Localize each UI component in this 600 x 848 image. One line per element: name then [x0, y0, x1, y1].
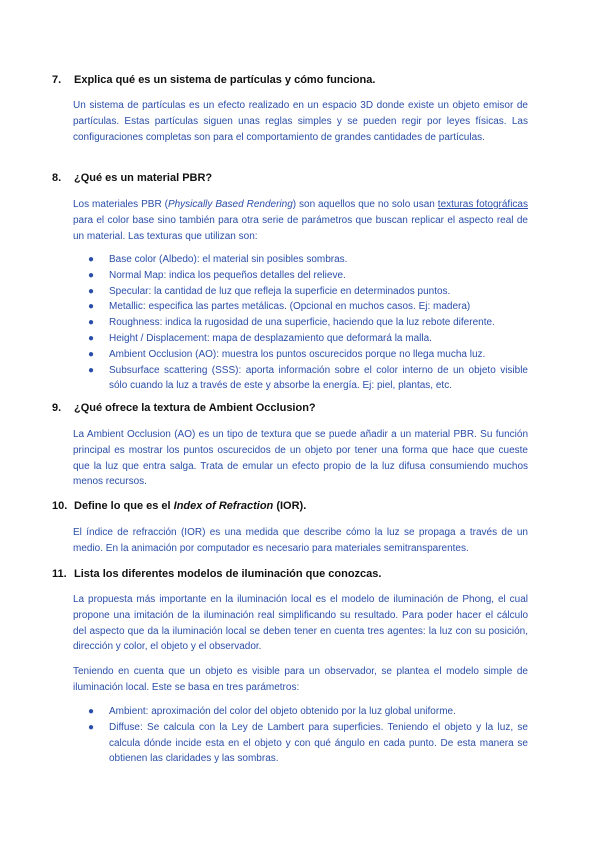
answer-9: La Ambient Occlusion (AO) es un tipo de textura que se puede añadir a un material PBR. Su función principal es mostrar los puntos oscurecidos de un objeto por tener una forma que hace que cueste que la luz que entra salga. Trata de emular un efecto propio de la luz difusa consumiendo muchos menos recursos.	[73, 429, 528, 488]
answer-10: El índice de refracción (IOR) es una medida que describe cómo la luz se propaga a través de un medio. En la animación por computador es necesario para materiales semitransparentes.	[73, 527, 528, 554]
question-9-heading	[52, 401, 532, 416]
question-title: ¿Qué ofrece la textura de Ambient Occlusion?	[74, 402, 316, 414]
question-title: Lista los diferentes modelos de iluminación que conozcas.	[74, 568, 382, 580]
list-item: ● Subsurface scattering (SSS): aporta información sobre el color interno de un objeto visible sólo cuando la luz a través de este y absorbe la energía. Ej: piel, plantas, etc.	[88, 364, 528, 392]
answer-8-text-mid: ) son aquellos que no solo usan	[292, 199, 438, 210]
question-7-heading	[52, 73, 532, 88]
list-item: ● Metallic: especifica las partes metálicas. (Opcional en muchos casos. Ej: madera)	[73, 299, 528, 315]
answer-11-paragraph-2: Teniendo en cuenta que un objeto es visible para un observador, se plantea el modelo simple de iluminación local. Este se basa en tres parámetros:	[73, 666, 528, 693]
bullet-icon: ●	[88, 364, 95, 376]
list-item: ● Ambient: aproximación del color del objeto obtenido por la luz global uniforme.	[73, 704, 528, 720]
question-number: 9.	[52, 402, 62, 414]
question-title: ¿Qué es un material PBR?	[74, 172, 213, 184]
pbr-texture-list	[73, 252, 528, 394]
question-number: 7.	[52, 74, 62, 86]
bullet-icon: ●	[88, 254, 95, 265]
bullet-icon: ●	[88, 348, 95, 360]
lighting-parameters-list	[73, 704, 528, 767]
question-8-heading	[52, 171, 532, 186]
bullet-icon: ●	[88, 317, 95, 329]
question-11-heading	[52, 567, 532, 582]
question-number: 8.	[52, 172, 62, 184]
answer-11-paragraph-1: La propuesta más importante en la iluminación local es el modelo de iluminación de Phong, el cual propone una imitación de la iluminación real simplificando su resultado. Para poder hacer el cálculo del aspecto que da la iluminación local se deben tener en cuenta tres agentes: la luz con su posición, dirección y color, el objeto y el observador.	[73, 594, 528, 653]
question-number: 10.	[52, 500, 68, 512]
bullet-icon: ●	[88, 706, 95, 717]
question-10-heading	[52, 499, 532, 514]
list-item: ● Base color (Albedo): el material sin posibles sombras.	[73, 252, 528, 268]
answer-8	[73, 197, 528, 244]
bullet-icon: ●	[88, 332, 95, 344]
answer-7: Un sistema de partículas es un efecto realizado en un espacio 3D donde existe un objeto emisor de partículas. Estas partículas siguen unas reglas simples y se pueden regir por leyes físicas. Las configuraciones completas son para el comportamiento de grandes cantidades de partículas.	[73, 100, 528, 143]
question-title-post: (IOR).	[273, 500, 307, 512]
question-title: Explica qué es un sistema de partículas y cómo funciona.	[74, 74, 376, 86]
list-item: ● Specular: la cantidad de luz que refleja la superficie en determinados puntos.	[73, 284, 528, 300]
bullet-icon: ●	[88, 301, 95, 313]
list-item: ● Roughness: indica la rugosidad de una superficie, haciendo que la luz rebote diferente.	[73, 315, 528, 331]
bullet-icon: ●	[88, 721, 95, 733]
question-title-pre: Define lo que es el	[74, 500, 174, 512]
answer-8-italic: Physically Based Rendering	[167, 199, 293, 210]
bullet-icon: ●	[88, 285, 95, 297]
list-item: ● Ambient Occlusion (AO): muestra los puntos oscurecidos porque no llega mucha luz.	[73, 347, 528, 363]
texturas-fotograficas-link[interactable]: texturas fotográficas	[437, 199, 528, 210]
list-item: ● Normal Map: indica los pequeños detalles del relieve.	[73, 268, 528, 284]
answer-8-text-post: para el color base sino también para otra serie de parámetros que buscan replicar el aspecto real de un material. Las texturas que utilizan son:	[73, 214, 528, 242]
answer-8-text-pre: Los materiales PBR (	[73, 199, 168, 210]
question-number: 11.	[52, 568, 67, 580]
list-item: ● Height / Displacement: mapa de desplazamiento que deformará la malla.	[73, 331, 528, 347]
bullet-icon: ●	[88, 269, 95, 281]
list-item: ● Diffuse: Se calcula con la Ley de Lambert para superficies. Teniendo el objeto y la luz, se calcula dónde incide esta en el objeto y con qué ángulo en cada punto. De esta manera se obtienen las claridades y las sombras.	[88, 721, 528, 765]
question-title-italic: Index of Refraction	[173, 500, 274, 512]
